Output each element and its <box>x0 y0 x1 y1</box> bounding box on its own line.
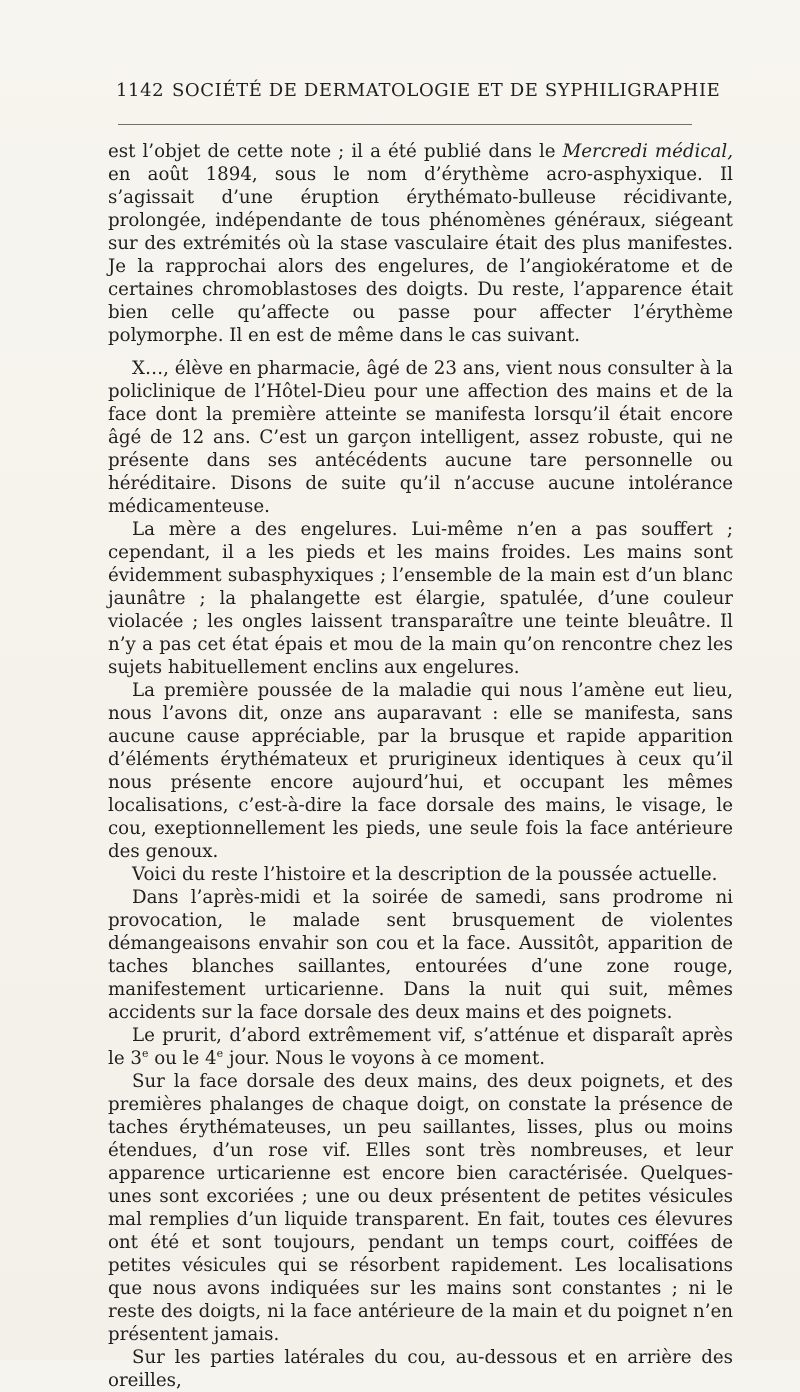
page-header <box>116 80 721 104</box>
paragraph-4: La première poussée de la maladie qui nous l’amène eut lieu, nous l’avons dit, onze ans auparavant : elle se manifesta, sans aucune cause appréciable, par la brusque et rapide apparition d’éléments érythémateux et prurigineux identiques à ceux qu’il nous présente encore aujourd’hui, et occupant les mêmes localisations, c’est-à-dire la face dorsale des mains, le visage, le cou, exeptionnellement les pieds, une seule fois la face antérieure des genoux. <box>108 680 733 862</box>
paragraph-3: La mère a des engelures. Lui-même n’en a pas souffert ; cependant, il a les pieds et les mains froides. Les mains sont évidemment subasphyxiques ; l’ensemble de la main est d’un blanc jaunâtre ; la phalangette est élargie, spatulée, d’une couleur violacée ; les ongles laissent transparaître une teinte bleuâtre. Il n’y a pas cet état épais et mou de la main qu’on rencontre chez les sujets habituellement enclins aux engelures. <box>108 519 733 678</box>
article-body <box>108 140 733 1391</box>
paragraph-5: Voici du reste l’histoire et la description de la poussée actuelle. <box>132 864 718 885</box>
publication-title: Mercredi médical, <box>562 141 733 162</box>
paragraph-7-text-2: ou le 4 <box>148 1048 217 1069</box>
paragraph-7 <box>108 1024 733 1070</box>
paragraph-6: Dans l’après-midi et la soirée de samedi, sans prodrome ni provocation, le malade sent brusquement de violentes démangeaisons envahir son cou et la face. Aussitôt, apparition de taches blanches saillantes, entourées d’une zone rouge, manifestement urticarienne. Dans la nuit qui suit, mêmes accidents sur la face dorsale des deux mains et des poignets. <box>108 887 733 1023</box>
paragraph-9: Sur les parties latérales du cou, au-dessous et en arrière des oreilles, <box>108 1347 733 1391</box>
paragraph-1 <box>108 140 733 347</box>
header-rule <box>118 124 692 125</box>
third-day-superscript: e <box>141 1046 149 1060</box>
paragraph-1-text-start: est l’objet de cette note ; il a été publié dans le <box>108 141 563 162</box>
paragraph-2: X…, élève en pharmacie, âgé de 23 ans, vient nous consulter à la policlinique de l’Hôtel-Dieu pour une affection des mains et de la face dont la première atteinte se manifesta lorsqu’il était encore âgé de 12 ans. C’est un garçon intelligent, assez robuste, qui ne présente dans ses antécédents aucune tare personnelle ou héréditaire. Disons de suite qu’il n’accuse aucune intolérance médicamenteuse. <box>108 358 733 517</box>
paragraph-7-text-1: Le prurit, d’abord extrêmement vif, s’atténue et disparaît après le 3 <box>108 1025 733 1069</box>
paragraph-8: Sur la face dorsale des deux mains, des deux poignets, et des premières phalanges de chaque doigt, on constate la présence de taches érythémateuses, un peu saillantes, lisses, plus ou moins étendues, d’un rose vif. Elles sont très nombreuses, et leur apparence urticarienne est encore bien caractérisée. Quelques-unes sont excoriées ; une ou deux présentent de petites vésicules mal remplies d’un liquide transparent. En fait, toutes ces élevures ont été et sont toujours, pendant un temps court, coiffées de petites vésicules qui se résorbent rapidement. Les localisations que nous avons indiquées sur les mains sont constantes ; ni le reste des doigts, ni la face antérieure de la main et du poignet n’en présentent jamais. <box>108 1071 733 1345</box>
page-number: 1142 <box>116 80 165 101</box>
paragraph-7-text-3: jour. Nous le voyons à ce moment. <box>223 1048 546 1069</box>
paragraph-1-text-end: en août 1894, sous le nom d’érythème acro-asphyxique. Il s’agissait d’une éruption érythémato-bulleuse récidivante, prolongée, indépendante de tous phénomènes généraux, siégeant sur des extrémités où la stase vasculaire était des plus manifestes. Je la rapprochai alors des engelures, de l’angiokératome et de certaines chromoblastoses des doigts. Du reste, l’apparence était bien celle qu’affecte ou passe pour affecter l’érythème polymorphe. Il en est de même dans le cas suivant. <box>108 164 733 346</box>
fourth-day-superscript: e <box>216 1046 224 1060</box>
running-head: SOCIÉTÉ DE DERMATOLOGIE ET DE SYPHILIGRAPHIE <box>172 80 721 101</box>
